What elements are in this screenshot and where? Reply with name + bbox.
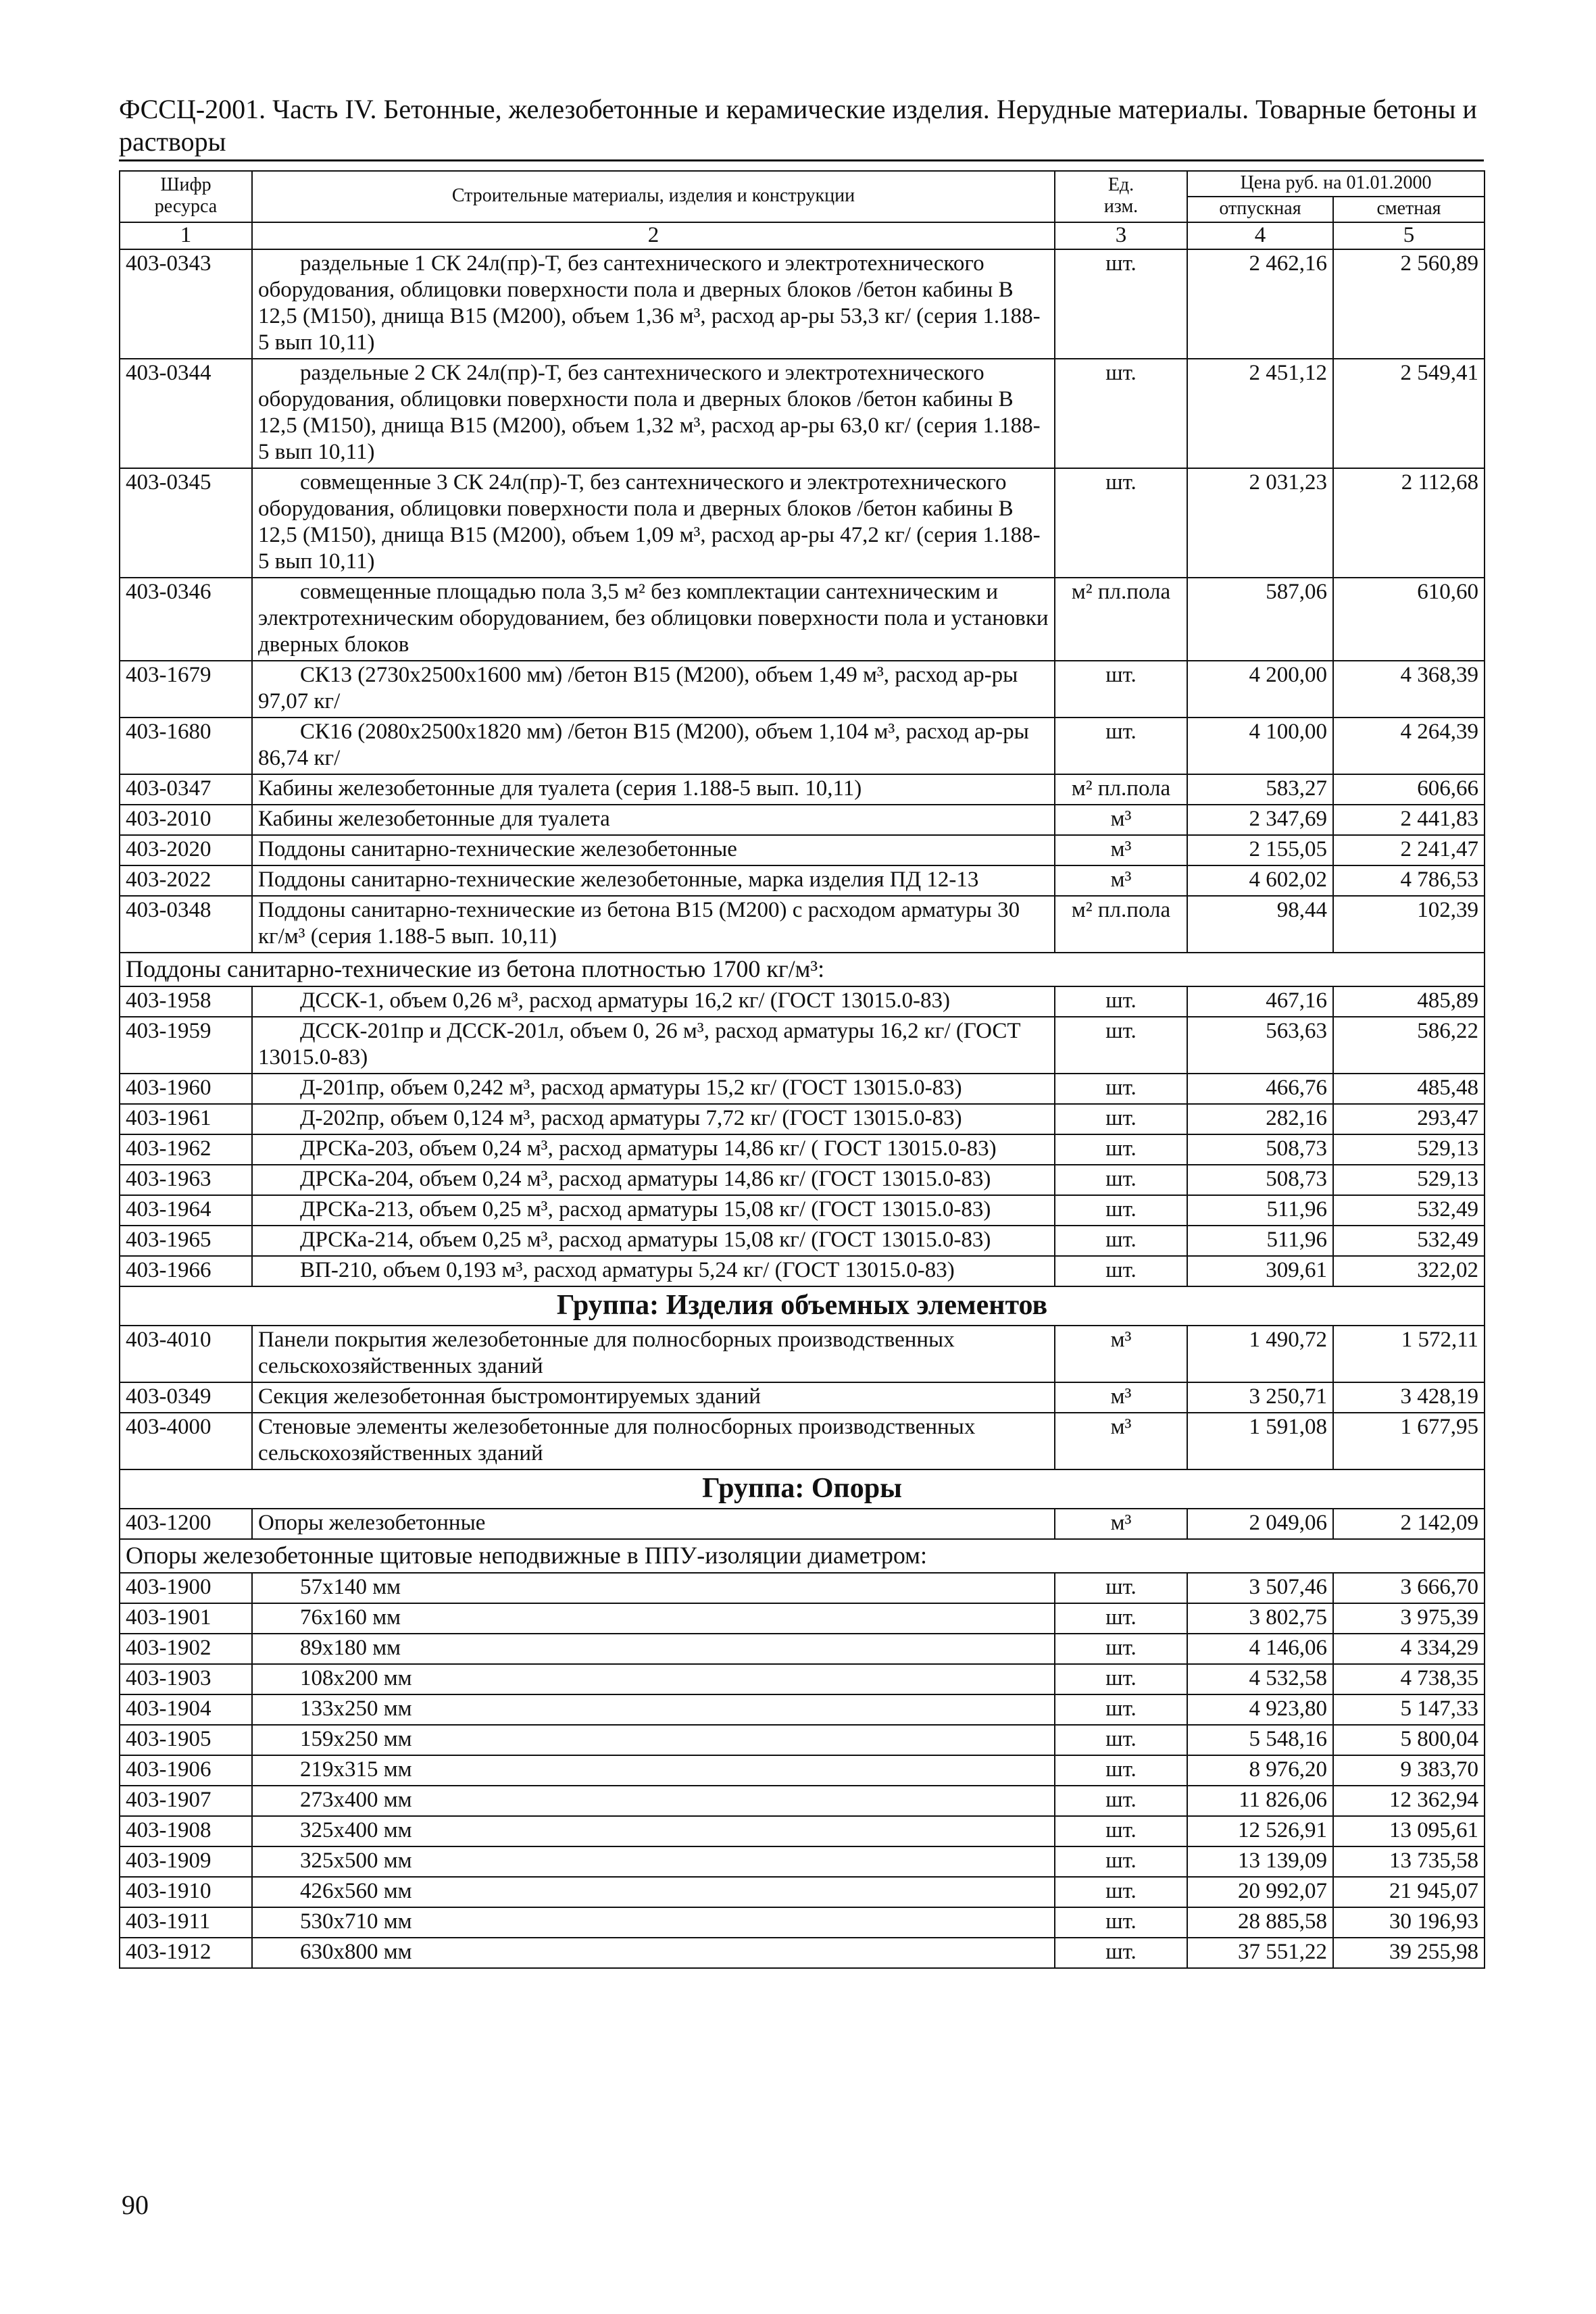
table-row	[120, 718, 1485, 774]
header-code-line2: ресурса	[154, 196, 218, 217]
unit: шт.	[1055, 1017, 1187, 1074]
resource-code: 403-1958	[120, 986, 252, 1017]
item-name: 530х710 мм	[252, 1907, 1055, 1938]
header-price: Цена руб. на 01.01.2000	[1187, 171, 1485, 197]
item-name: раздельные 1 СК 24л(пр)-Т, без сантехнического и электротехнического оборудования, облицовки поверхности пола и дверных блоков /бетон кабины В 12,5 (М150), днища В15 (М200), объем 1,36 м³, расход ар-ры 53,3 кг/ (серия 1.188-5 вып 10,11)	[252, 249, 1055, 359]
item-name: Поддоны санитарно-технические железобетонные	[252, 835, 1055, 865]
release-price: 2 462,16	[1187, 249, 1333, 359]
estimate-price: 4 264,39	[1333, 718, 1485, 774]
table-row	[120, 1634, 1485, 1664]
release-price: 8 976,20	[1187, 1755, 1333, 1786]
resource-code: 403-0343	[120, 249, 252, 359]
group-heading: Группа: Изделия объемных элементов	[120, 1286, 1485, 1326]
resource-code: 403-1964	[120, 1195, 252, 1226]
unit: шт.	[1055, 1256, 1187, 1286]
unit: м³	[1055, 1326, 1187, 1382]
release-price: 508,73	[1187, 1165, 1333, 1195]
item-name: СК16 (2080х2500х1820 мм) /бетон В15 (М200), объем 1,104 м³, расход ар-ры 86,74 кг/	[252, 718, 1055, 774]
release-price: 13 139,09	[1187, 1846, 1333, 1877]
estimate-price: 606,66	[1333, 774, 1485, 805]
item-name: Кабины железобетонные для туалета (серия 1.188-5 вып. 10,11)	[252, 774, 1055, 805]
item-name: 630х800 мм	[252, 1938, 1055, 1968]
estimate-price: 322,02	[1333, 1256, 1485, 1286]
table-row	[120, 1195, 1485, 1226]
table-row	[120, 835, 1485, 865]
item-name: ДССК-201пр и ДССК-201л, объем 0, 26 м³, расход арматуры 16,2 кг/ (ГОСТ 13015.0-83)	[252, 1017, 1055, 1074]
item-name: ДССК-1, объем 0,26 м³, расход арматуры 16,2 кг/ (ГОСТ 13015.0-83)	[252, 986, 1055, 1017]
estimate-price: 2 549,41	[1333, 359, 1485, 468]
release-price: 583,27	[1187, 774, 1333, 805]
resource-code: 403-1960	[120, 1074, 252, 1104]
estimate-price: 39 255,98	[1333, 1938, 1485, 1968]
estimate-price: 4 786,53	[1333, 865, 1485, 896]
unit: шт.	[1055, 1165, 1187, 1195]
estimate-price: 529,13	[1333, 1134, 1485, 1165]
estimate-price: 1 572,11	[1333, 1326, 1485, 1382]
unit: м² пл.пола	[1055, 578, 1187, 661]
table-row	[120, 1846, 1485, 1877]
table-row	[120, 468, 1485, 578]
resource-code: 403-0347	[120, 774, 252, 805]
subheading: Опоры железобетонные щитовые неподвижные в ППУ-изоляции диаметром:	[120, 1539, 1485, 1573]
estimate-price: 13 095,61	[1333, 1816, 1485, 1846]
item-name: Д-201пр, объем 0,242 м³, расход арматуры 15,2 кг/ (ГОСТ 13015.0-83)	[252, 1074, 1055, 1104]
resource-code: 403-1200	[120, 1509, 252, 1539]
estimate-price: 5 800,04	[1333, 1725, 1485, 1755]
resource-code: 403-1963	[120, 1165, 252, 1195]
unit: шт.	[1055, 1694, 1187, 1725]
release-price: 2 451,12	[1187, 359, 1333, 468]
unit: шт.	[1055, 1134, 1187, 1165]
unit: шт.	[1055, 1104, 1187, 1134]
unit: шт.	[1055, 1725, 1187, 1755]
release-price: 2 155,05	[1187, 835, 1333, 865]
unit: шт.	[1055, 249, 1187, 359]
unit: шт.	[1055, 1816, 1187, 1846]
release-price: 2 049,06	[1187, 1509, 1333, 1539]
release-price: 587,06	[1187, 578, 1333, 661]
resource-code: 403-4000	[120, 1413, 252, 1469]
estimate-price: 21 945,07	[1333, 1877, 1485, 1907]
resource-code: 403-1966	[120, 1256, 252, 1286]
estimate-price: 485,89	[1333, 986, 1485, 1017]
table-row	[120, 661, 1485, 718]
estimate-price: 2 142,09	[1333, 1509, 1485, 1539]
unit: шт.	[1055, 468, 1187, 578]
release-price: 2 347,69	[1187, 805, 1333, 835]
item-name: СК13 (2730х2500х1600 мм) /бетон В15 (М200), объем 1,49 м³, расход ар-ры 97,07 кг/	[252, 661, 1055, 718]
header-code	[120, 171, 252, 222]
release-price: 4 602,02	[1187, 865, 1333, 896]
unit: шт.	[1055, 1877, 1187, 1907]
release-price: 4 146,06	[1187, 1634, 1333, 1664]
release-price: 5 548,16	[1187, 1725, 1333, 1755]
item-name: 57х140 мм	[252, 1573, 1055, 1603]
unit: м³	[1055, 805, 1187, 835]
unit: м³	[1055, 835, 1187, 865]
column-index-row	[120, 222, 1485, 249]
resource-code: 403-1911	[120, 1907, 252, 1938]
release-price: 20 992,07	[1187, 1877, 1333, 1907]
item-name: ВП-210, объем 0,193 м³, расход арматуры 5,24 кг/ (ГОСТ 13015.0-83)	[252, 1256, 1055, 1286]
resource-code: 403-0348	[120, 896, 252, 953]
estimate-price: 293,47	[1333, 1104, 1485, 1134]
item-name: ДРСКа-214, объем 0,25 м³, расход арматуры 15,08 кг/ (ГОСТ 13015.0-83)	[252, 1226, 1055, 1256]
estimate-price: 2 441,83	[1333, 805, 1485, 835]
item-name: Стеновые элементы железобетонные для полносборных производственных сельскохозяйственных зданий	[252, 1413, 1055, 1469]
table-row	[120, 1694, 1485, 1725]
table-row	[120, 1786, 1485, 1816]
table-row	[120, 1134, 1485, 1165]
header-unit-line2: изм.	[1103, 196, 1139, 217]
unit: шт.	[1055, 1074, 1187, 1104]
resource-code: 403-2010	[120, 805, 252, 835]
estimate-price: 3 975,39	[1333, 1603, 1485, 1634]
resource-code: 403-1905	[120, 1725, 252, 1755]
resource-code: 403-1959	[120, 1017, 252, 1074]
table-row	[120, 1165, 1485, 1195]
group-heading-row	[120, 1286, 1485, 1326]
table-row	[120, 1226, 1485, 1256]
resource-code: 403-1904	[120, 1694, 252, 1725]
estimate-price: 3 666,70	[1333, 1573, 1485, 1603]
unit: шт.	[1055, 1226, 1187, 1256]
release-price: 98,44	[1187, 896, 1333, 953]
item-name: совмещенные 3 СК 24л(пр)-Т, без сантехнического и электротехнического оборудования, облицовки поверхности пола и дверных блоков /бетон кабины В 12,5 (М150), днища В15 (М200), объем 1,09 м³, расход ар-ры 47,2 кг/ (серия 1.188-5 вып 10,11)	[252, 468, 1055, 578]
estimate-price: 1 677,95	[1333, 1413, 1485, 1469]
item-name: раздельные 2 СК 24л(пр)-Т, без сантехнического и электротехнического оборудования, облицовки поверхности пола и дверных блоков /бетон кабины В 12,5 (М150), днища В15 (М200), объем 1,32 м³, расход ар-ры 63,0 кг/ (серия 1.188-5 вып 10,11)	[252, 359, 1055, 468]
release-price: 282,16	[1187, 1104, 1333, 1134]
column-index: 2	[252, 222, 1055, 249]
item-name: 219х315 мм	[252, 1755, 1055, 1786]
release-price: 3 802,75	[1187, 1603, 1333, 1634]
item-name: 108х200 мм	[252, 1664, 1055, 1694]
unit: шт.	[1055, 1786, 1187, 1816]
unit: шт.	[1055, 1846, 1187, 1877]
estimate-price: 9 383,70	[1333, 1755, 1485, 1786]
unit: шт.	[1055, 1634, 1187, 1664]
release-price: 508,73	[1187, 1134, 1333, 1165]
release-price: 4 100,00	[1187, 718, 1333, 774]
unit: шт.	[1055, 1573, 1187, 1603]
resource-code: 403-1902	[120, 1634, 252, 1664]
table-row	[120, 1664, 1485, 1694]
release-price: 3 250,71	[1187, 1382, 1333, 1413]
unit: м³	[1055, 865, 1187, 896]
group-heading: Группа: Опоры	[120, 1469, 1485, 1509]
table-row	[120, 1877, 1485, 1907]
item-name: совмещенные площадью пола 3,5 м² без комплектации сантехническим и электротехническим оборудованием, без облицовки поверхности пола и установки дверных блоков	[252, 578, 1055, 661]
estimate-price: 586,22	[1333, 1017, 1485, 1074]
release-price: 511,96	[1187, 1226, 1333, 1256]
unit: шт.	[1055, 1907, 1187, 1938]
header-code-line1: Шифр	[160, 174, 211, 195]
header-name: Строительные материалы, изделия и конструкции	[252, 171, 1055, 222]
resource-code: 403-1962	[120, 1134, 252, 1165]
release-price: 28 885,58	[1187, 1907, 1333, 1938]
column-index: 5	[1333, 222, 1485, 249]
item-name: Поддоны санитарно-технические железобетонные, марка изделия ПД 12-13	[252, 865, 1055, 896]
unit: шт.	[1055, 661, 1187, 718]
resource-code: 403-0346	[120, 578, 252, 661]
page-header: ФССЦ-2001. Часть IV. Бетонные, железобетонные и керамические изделия. Нерудные материалы. Товарные бетоны и растворы	[119, 94, 1477, 157]
item-name: 89х180 мм	[252, 1634, 1055, 1664]
estimate-price: 13 735,58	[1333, 1846, 1485, 1877]
unit: шт.	[1055, 1195, 1187, 1226]
resource-code: 403-1908	[120, 1816, 252, 1846]
column-index: 3	[1055, 222, 1187, 249]
release-price: 37 551,22	[1187, 1938, 1333, 1968]
estimate-price: 532,49	[1333, 1226, 1485, 1256]
estimate-price: 4 368,39	[1333, 661, 1485, 718]
table-row	[120, 1603, 1485, 1634]
table-row	[120, 865, 1485, 896]
resource-code: 403-1679	[120, 661, 252, 718]
table-row	[120, 1725, 1485, 1755]
release-price: 12 526,91	[1187, 1816, 1333, 1846]
release-price: 467,16	[1187, 986, 1333, 1017]
table-row	[120, 986, 1485, 1017]
estimate-price: 2 112,68	[1333, 468, 1485, 578]
unit: шт.	[1055, 1603, 1187, 1634]
table-row	[120, 359, 1485, 468]
table-row	[120, 774, 1485, 805]
release-price: 466,76	[1187, 1074, 1333, 1104]
table-row	[120, 1074, 1485, 1104]
resource-code: 403-0344	[120, 359, 252, 468]
item-name: ДРСКа-203, объем 0,24 м³, расход арматуры 14,86 кг/ ( ГОСТ 13015.0-83)	[252, 1134, 1055, 1165]
resource-code: 403-1912	[120, 1938, 252, 1968]
resource-code: 403-1903	[120, 1664, 252, 1694]
table-row	[120, 1816, 1485, 1846]
resource-code: 403-1901	[120, 1603, 252, 1634]
item-name: ДРСКа-213, объем 0,25 м³, расход арматуры 15,08 кг/ (ГОСТ 13015.0-83)	[252, 1195, 1055, 1226]
subheading-row	[120, 953, 1485, 986]
estimate-price: 532,49	[1333, 1195, 1485, 1226]
table-body	[120, 249, 1485, 1968]
estimate-price: 2 241,47	[1333, 835, 1485, 865]
table-row	[120, 1413, 1485, 1469]
resource-code: 403-1906	[120, 1755, 252, 1786]
release-price: 3 507,46	[1187, 1573, 1333, 1603]
unit: шт.	[1055, 718, 1187, 774]
item-name: 159х250 мм	[252, 1725, 1055, 1755]
estimate-price: 3 428,19	[1333, 1382, 1485, 1413]
resource-code: 403-1900	[120, 1573, 252, 1603]
resource-code: 403-2020	[120, 835, 252, 865]
release-price: 511,96	[1187, 1195, 1333, 1226]
column-index: 1	[120, 222, 252, 249]
item-name: 426х560 мм	[252, 1877, 1055, 1907]
release-price: 11 826,06	[1187, 1786, 1333, 1816]
release-price: 4 200,00	[1187, 661, 1333, 718]
header-rule	[119, 159, 1484, 161]
header-estimate: сметная	[1333, 197, 1485, 222]
unit: м² пл.пола	[1055, 896, 1187, 953]
header-unit	[1055, 171, 1187, 222]
estimate-price: 5 147,33	[1333, 1694, 1485, 1725]
table-row	[120, 1573, 1485, 1603]
table-row	[120, 1907, 1485, 1938]
item-name: Поддоны санитарно-технические из бетона В15 (М200) с расходом арматуры 30 кг/м³ (серия 1.188-5 вып. 10,11)	[252, 896, 1055, 953]
estimate-price: 485,48	[1333, 1074, 1485, 1104]
resource-code: 403-1965	[120, 1226, 252, 1256]
item-name: Панели покрытия железобетонные для полносборных производственных сельскохозяйственных зданий	[252, 1326, 1055, 1382]
table-row	[120, 1017, 1485, 1074]
unit: м³	[1055, 1509, 1187, 1539]
table-row	[120, 1382, 1485, 1413]
table-row	[120, 1938, 1485, 1968]
unit: шт.	[1055, 1755, 1187, 1786]
item-name: Секция железобетонная быстромонтируемых зданий	[252, 1382, 1055, 1413]
resource-code: 403-1680	[120, 718, 252, 774]
estimate-price: 30 196,93	[1333, 1907, 1485, 1938]
unit: шт.	[1055, 1664, 1187, 1694]
subheading-row	[120, 1539, 1485, 1573]
price-table	[119, 170, 1485, 1969]
table-row	[120, 1256, 1485, 1286]
group-heading-row	[120, 1469, 1485, 1509]
release-price: 563,63	[1187, 1017, 1333, 1074]
resource-code: 403-0345	[120, 468, 252, 578]
item-name: Кабины железобетонные для туалета	[252, 805, 1055, 835]
release-price: 4 923,80	[1187, 1694, 1333, 1725]
estimate-price: 12 362,94	[1333, 1786, 1485, 1816]
unit: м³	[1055, 1413, 1187, 1469]
release-price: 4 532,58	[1187, 1664, 1333, 1694]
release-price: 309,61	[1187, 1256, 1333, 1286]
page-number: 90	[122, 2190, 149, 2220]
item-name: 273х400 мм	[252, 1786, 1055, 1816]
unit: м³	[1055, 1382, 1187, 1413]
estimate-price: 610,60	[1333, 578, 1485, 661]
estimate-price: 2 560,89	[1333, 249, 1485, 359]
table-row	[120, 578, 1485, 661]
item-name: 133х250 мм	[252, 1694, 1055, 1725]
resource-code: 403-1910	[120, 1877, 252, 1907]
header-unit-line1: Ед.	[1107, 174, 1134, 195]
header-release: отпускная	[1187, 197, 1333, 222]
resource-code: 403-1909	[120, 1846, 252, 1877]
table-row	[120, 1509, 1485, 1539]
resource-code: 403-0349	[120, 1382, 252, 1413]
release-price: 1 490,72	[1187, 1326, 1333, 1382]
estimate-price: 4 334,29	[1333, 1634, 1485, 1664]
unit: шт.	[1055, 986, 1187, 1017]
table-row	[120, 1326, 1485, 1382]
item-name: ДРСКа-204, объем 0,24 м³, расход арматуры 14,86 кг/ (ГОСТ 13015.0-83)	[252, 1165, 1055, 1195]
table-row	[120, 1104, 1485, 1134]
item-name: Д-202пр, объем 0,124 м³, расход арматуры 7,72 кг/ (ГОСТ 13015.0-83)	[252, 1104, 1055, 1134]
resource-code: 403-4010	[120, 1326, 252, 1382]
unit: м² пл.пола	[1055, 774, 1187, 805]
estimate-price: 4 738,35	[1333, 1664, 1485, 1694]
item-name: 76х160 мм	[252, 1603, 1055, 1634]
item-name: 325х400 мм	[252, 1816, 1055, 1846]
item-name: Опоры железобетонные	[252, 1509, 1055, 1539]
resource-code: 403-1961	[120, 1104, 252, 1134]
table-row	[120, 249, 1485, 359]
item-name: 325х500 мм	[252, 1846, 1055, 1877]
subheading: Поддоны санитарно-технические из бетона плотностью 1700 кг/м³:	[120, 953, 1485, 986]
resource-code: 403-2022	[120, 865, 252, 896]
release-price: 2 031,23	[1187, 468, 1333, 578]
unit: шт.	[1055, 1938, 1187, 1968]
table-row	[120, 805, 1485, 835]
unit: шт.	[1055, 359, 1187, 468]
estimate-price: 529,13	[1333, 1165, 1485, 1195]
table-row	[120, 896, 1485, 953]
table-row	[120, 1755, 1485, 1786]
resource-code: 403-1907	[120, 1786, 252, 1816]
estimate-price: 102,39	[1333, 896, 1485, 953]
column-index: 4	[1187, 222, 1333, 249]
release-price: 1 591,08	[1187, 1413, 1333, 1469]
